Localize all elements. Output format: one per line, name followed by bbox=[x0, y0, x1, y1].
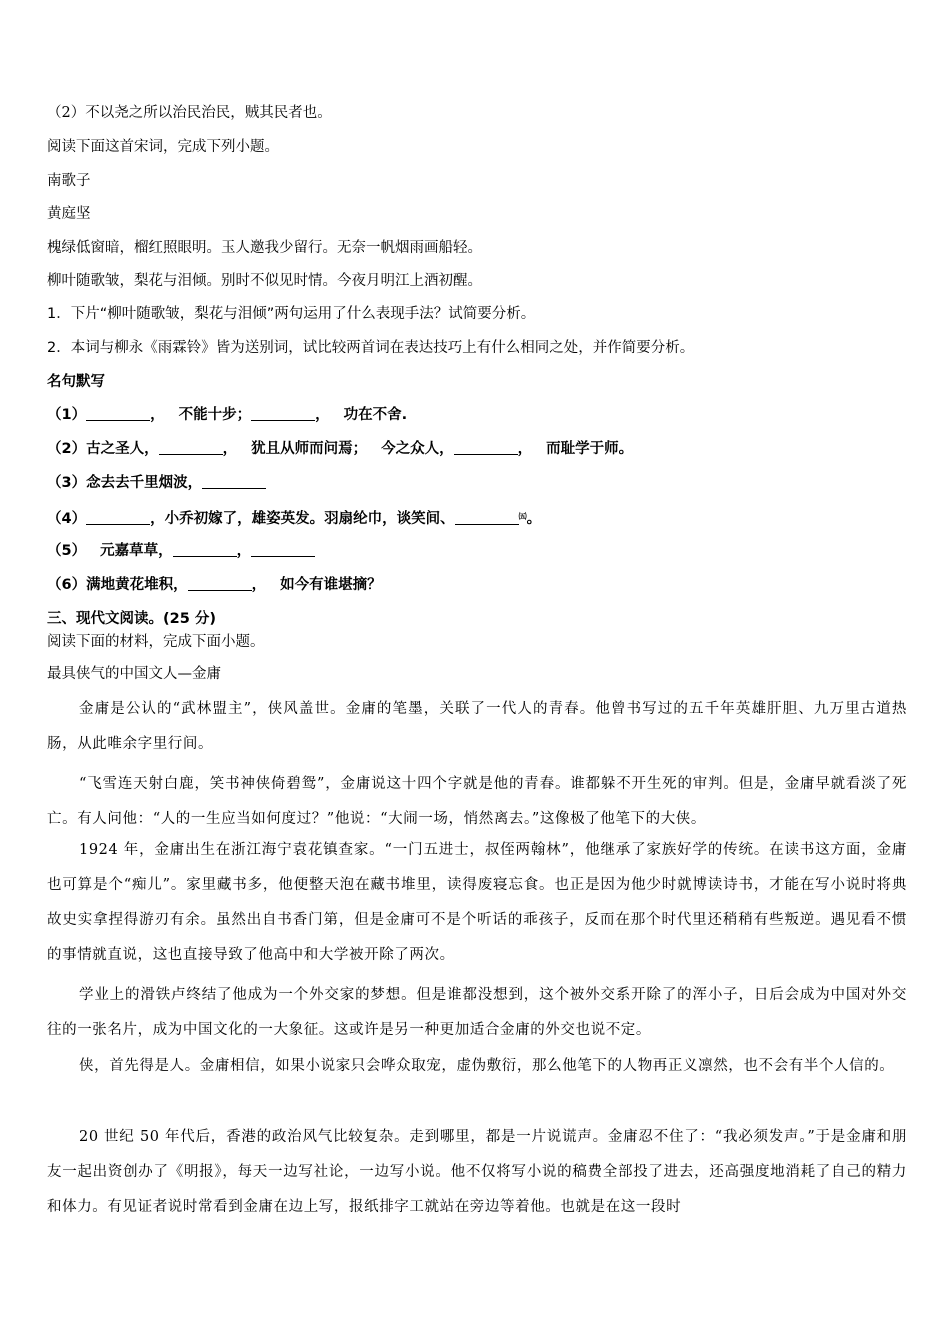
poem-question-2: 2．本词与柳永《雨霖铃》皆为送别词，试比较两首词在表达技巧上有什么相同之处，并作简要分析。 bbox=[47, 340, 695, 356]
text: 而耻学于师。 bbox=[546, 441, 634, 457]
punct: ， bbox=[236, 543, 252, 559]
question-2-line: （2）不以尧之所以治民治民，贼其民者也。 bbox=[47, 105, 332, 121]
punct: ， bbox=[315, 407, 330, 423]
text: 今之众人， bbox=[381, 441, 454, 457]
blank[interactable] bbox=[454, 440, 518, 455]
text: 不能十步； bbox=[178, 407, 252, 423]
dictation-item-4 bbox=[47, 507, 541, 529]
text: 如今有谁堪摘？ bbox=[280, 577, 382, 593]
poem-question-1: 1．下片“柳叶随歌皱，梨花与泪倾”两句运用了什么表现手法？试简要分析。 bbox=[47, 306, 536, 322]
article-paragraph-2: “飞雪连天射白鹿，笑书神侠倚碧鸳”，金庸说这十四个字就是他的青春。谁都躲不开生死的审判。但是，金庸早就看淡了死亡。有人问他：“人的一生应当如何度过？”他说：“大闹一场，悄然离去。”这像极了他笔下的大侠。 bbox=[47, 776, 907, 827]
item-label: （4） bbox=[47, 511, 87, 527]
poem-author: 黄庭坚 bbox=[47, 206, 91, 222]
article-paragraph-3: 1924 年，金庸出生在浙江海宁袁花镇查家。“一门五进士，叔侄两翰林”，他继承了家族好学的传统。在读书这方面，金庸也可算是个“痴儿”。家里藏书多，他便整天泡在藏书堆里，读得废寝忘食。也正是因为他少时就博读诗书，才能在写小说时将典故史实拿捏得游刃有余。虽然出自书香门第，但是金庸可不是个听话的乖孩子，反而在那个时代里还稍稍有些叛逆。遇见看不惯的事情就直说，这也直接导致了他高中和大学被开除了两次。 bbox=[47, 842, 907, 963]
poem-line-1: 槐绿低窗暗，榴红照眼明。玉人邀我少留行。无奈一帆烟雨画船轻。 bbox=[47, 240, 482, 256]
blank[interactable] bbox=[251, 542, 315, 557]
blank[interactable] bbox=[173, 542, 237, 557]
poem-line-2: 柳叶随歌皱，梨花与泪倾。别时不似见时情。今夜月明江上酒初醒。 bbox=[47, 273, 482, 289]
dictation-heading: 名句默写 bbox=[47, 374, 105, 390]
article-paragraph-1: 金庸是公认的“武林盟主”，侠风盖世。金庸的笔墨，关联了一代人的青春。他曾书写过的五千年英雄肝胆、九万里古道热肠，从此唯余字里行间。 bbox=[47, 701, 907, 752]
dictation-item-1 bbox=[47, 405, 407, 425]
section-3-heading: 三、现代文阅读。(25 分) bbox=[47, 611, 216, 627]
article-title: 最具侠气的中国文人—金庸 bbox=[47, 666, 221, 682]
blank[interactable] bbox=[86, 510, 150, 525]
blank[interactable] bbox=[455, 510, 519, 525]
item-label: （1） bbox=[47, 407, 87, 423]
article-paragraph-5: 侠，首先得是人。金庸相信，如果小说家只会哗众取宠，虚伪敷衍，那么他笔下的人物再正义凛然，也不会有半个人信的。 bbox=[79, 1058, 895, 1074]
punct: ， bbox=[150, 407, 165, 423]
punct: 。 bbox=[526, 511, 542, 527]
song-intro: 阅读下面这首宋词，完成下列小题。 bbox=[47, 139, 279, 155]
text: 功在不舍. bbox=[343, 407, 408, 423]
punct: ， bbox=[517, 441, 533, 457]
blank[interactable] bbox=[86, 406, 150, 421]
section-3-intro: 阅读下面的材料，完成下面小题。 bbox=[47, 634, 265, 650]
punct: ， bbox=[251, 577, 267, 593]
dictation-item-6 bbox=[47, 575, 382, 595]
article-paragraph-6: 20 世纪 50 年代后，香港的政治风气比较复杂。走到哪里，都是一片说谎声。金庸忍不住了：“我必须发声。”于是金庸和朋友一起出资创办了《明报》，每天一边写社论，一边写小说。他不仅将写小说的稿费全部投了进去，还高强度地消耗了自己的精力和体力。有见证者说时常看到金庸在边上写，报纸排字工就站在旁边等着他。也就是在这一段时 bbox=[47, 1129, 907, 1215]
text: 犹且从师而问焉； bbox=[251, 441, 368, 457]
item-label: （5） bbox=[47, 543, 87, 559]
blank[interactable] bbox=[159, 440, 223, 455]
text: 元嘉草草， bbox=[100, 543, 173, 559]
text: （3）念去去千里烟波， bbox=[47, 475, 203, 491]
blank[interactable] bbox=[202, 474, 266, 489]
blank[interactable] bbox=[188, 576, 252, 591]
footnote-mark: ㈤ bbox=[518, 512, 527, 521]
punct: ， bbox=[222, 441, 238, 457]
dictation-item-2 bbox=[47, 439, 633, 459]
text: （6）满地黄花堆积， bbox=[47, 577, 188, 593]
text: ，小乔初嫁了，雄姿英发。羽扇纶巾，谈笑间、 bbox=[150, 511, 455, 527]
text: （2）古之圣人， bbox=[47, 441, 159, 457]
dictation-item-5 bbox=[47, 541, 315, 561]
dictation-item-3 bbox=[47, 473, 266, 493]
blank[interactable] bbox=[251, 406, 315, 421]
poem-title: 南歌子 bbox=[47, 173, 91, 189]
article-paragraph-4: 学业上的滑铁卢终结了他成为一个外交家的梦想。但是谁都没想到，这个被外交系开除了的浑小子，日后会成为中国对外交往的一张名片，成为中国文化的一大象征。这或许是另一种更加适合金庸的外交也说不定。 bbox=[47, 987, 907, 1038]
